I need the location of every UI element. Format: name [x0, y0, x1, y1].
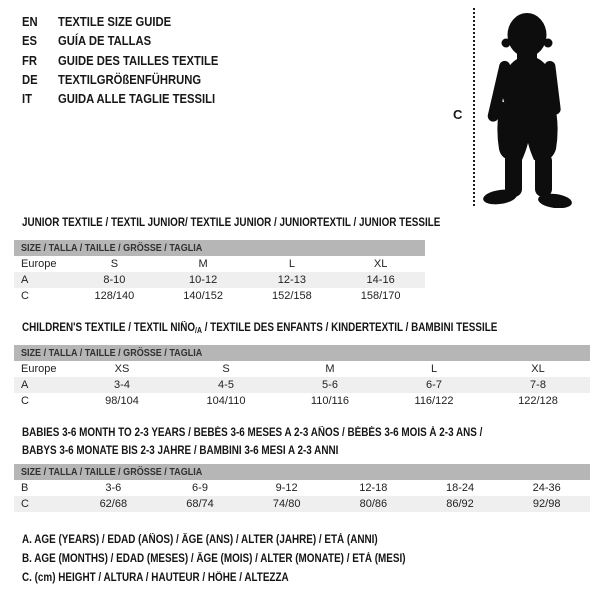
size-cell: L [430, 363, 438, 375]
age-cell: 10-12 [189, 274, 218, 286]
height-cell: 140/152 [183, 290, 223, 302]
size-cell: M [198, 258, 208, 270]
size-header-band [14, 240, 425, 256]
language-row-de [22, 71, 236, 90]
size-cell: M [325, 363, 335, 375]
height-cell: 116/122 [414, 395, 454, 407]
language-row-fr [22, 52, 236, 71]
language-row-es [22, 32, 236, 51]
language-label: TEXTILGRÖßENFÜHRUNG [58, 72, 202, 87]
row-label: A [21, 274, 29, 286]
height-cell: 68/74 [186, 498, 214, 510]
language-title-list [22, 13, 236, 109]
junior-size-table [14, 240, 425, 304]
height-cell: 104/110 [206, 395, 246, 407]
table-row [14, 288, 425, 304]
height-cell: 158/170 [360, 290, 401, 302]
height-cell: 122/128 [518, 395, 558, 407]
language-row-it [22, 90, 236, 109]
height-cell: 80/86 [359, 498, 388, 510]
footnote-b: B. AGE (MONTHS) / EDAD (MESES) / ÂGE (MOIS) / ALTER (MONATE) / ETÀ (MESI) [22, 552, 406, 565]
height-cell: 152/158 [271, 290, 312, 302]
language-label: GUIDE DES TAILLES TEXTILE [58, 53, 219, 68]
size-cell: XL [531, 363, 545, 375]
age-cell: 8-10 [103, 274, 126, 286]
size-header-label: SIZE / TALLA / TAILLE / GRÖSSE / TAGLIA [21, 347, 203, 359]
row-label: A [21, 379, 29, 391]
language-code: ES [22, 34, 38, 49]
table-row [14, 361, 590, 377]
table-row [14, 377, 590, 393]
age-cell: 14-16 [366, 274, 395, 286]
table-row [14, 496, 590, 512]
table-row [14, 272, 425, 288]
height-cell: 98/104 [105, 395, 139, 407]
size-header-label: SIZE / TALLA / TAILLE / GRÖSSE / TAGLIA [21, 242, 203, 254]
language-row-en [22, 13, 236, 32]
size-cell: XS [114, 363, 130, 375]
age-cell: 12-18 [359, 482, 388, 494]
size-header-label: SIZE / TALLA / TAILLE / GRÖSSE / TAGLIA [21, 466, 203, 478]
baby-silhouette [475, 3, 575, 208]
table-row [14, 256, 425, 272]
row-label: Europe [21, 363, 57, 375]
size-cell: S [110, 258, 119, 270]
age-cell: 3-4 [114, 379, 130, 391]
children-table-title: CHILDREN'S TEXTILE / TEXTIL $NIÑO_{/A}$ / TEXTILE DES ENFANTS / KINDERTEXTIL / BAMBINI TESSILE [22, 322, 498, 335]
table-row [14, 393, 590, 409]
table-row [14, 480, 590, 496]
age-cell: 12-13 [277, 274, 306, 286]
children-size-table [14, 345, 590, 409]
legend-footnotes [22, 531, 468, 587]
age-cell: 7-8 [530, 379, 546, 391]
height-cell: 92/98 [532, 498, 561, 510]
height-cell: 62/68 [99, 498, 128, 510]
language-code: EN [22, 15, 38, 29]
size-cell: S [222, 363, 230, 375]
height-cell: 128/140 [94, 290, 135, 302]
title-subscript: /A [195, 326, 202, 335]
junior-table-title: JUNIOR TEXTILE / TEXTIL JUNIOR/ TEXTILE JUNIOR / JUNIORTEXTIL / JUNIOR TESSILE [22, 217, 441, 229]
row-label: B [21, 482, 29, 494]
language-code: IT [22, 92, 32, 107]
size-cell: L [288, 258, 295, 270]
babies-size-table [14, 464, 590, 512]
row-label: Europe [21, 258, 57, 270]
language-code: DE [22, 72, 38, 87]
footnote-a: A. AGE (YEARS) / EDAD (AÑOS) / ÂGE (ANS) / ALTER (JAHRE) / ETÀ (ANNI) [22, 534, 378, 546]
age-cell: 3-6 [105, 482, 122, 494]
language-label: GUIDA ALLE TAGLIE TESSILI [58, 92, 216, 107]
babies-table-title: BABIES 3-6 MONTH TO 2-3 YEARS / BEBÉS 3-6 MESES A 2-3 AÑOS / BÉBÉS 3-6 MOIS À 2-3 ANS / BABYS 3-6 MONATE BIS 2-3 JAHRE / BAMBINI 3-6 MESI A 2-3 ANNI [22, 427, 483, 457]
age-cell: 9-12 [275, 482, 298, 494]
size-header-band [14, 345, 590, 361]
row-label: C [21, 290, 29, 302]
size-cell: XL [373, 258, 388, 270]
height-cell: 86/92 [446, 498, 474, 510]
language-code: FR [22, 53, 38, 68]
row-label: C [21, 498, 29, 510]
height-cell: 74/80 [272, 498, 301, 510]
age-cell: 18-24 [445, 482, 475, 494]
row-label: C [21, 395, 29, 407]
language-label: TEXTILE SIZE GUIDE [58, 15, 172, 29]
age-cell: 4-5 [218, 379, 234, 391]
age-cell: 24-36 [532, 482, 561, 494]
size-header-band [14, 464, 590, 480]
age-cell: 6-7 [426, 379, 442, 391]
age-cell: 6-9 [192, 482, 208, 494]
footnote-c: C. (cm) HEIGHT / ALTURA / HAUTEUR / HÖHE / ALTEZZA [22, 571, 289, 584]
height-marker-label: C [453, 107, 463, 122]
age-cell: 5-6 [322, 379, 338, 391]
language-label: GUÍA DE TALLAS [58, 34, 152, 49]
height-cell: 110/116 [310, 395, 350, 407]
